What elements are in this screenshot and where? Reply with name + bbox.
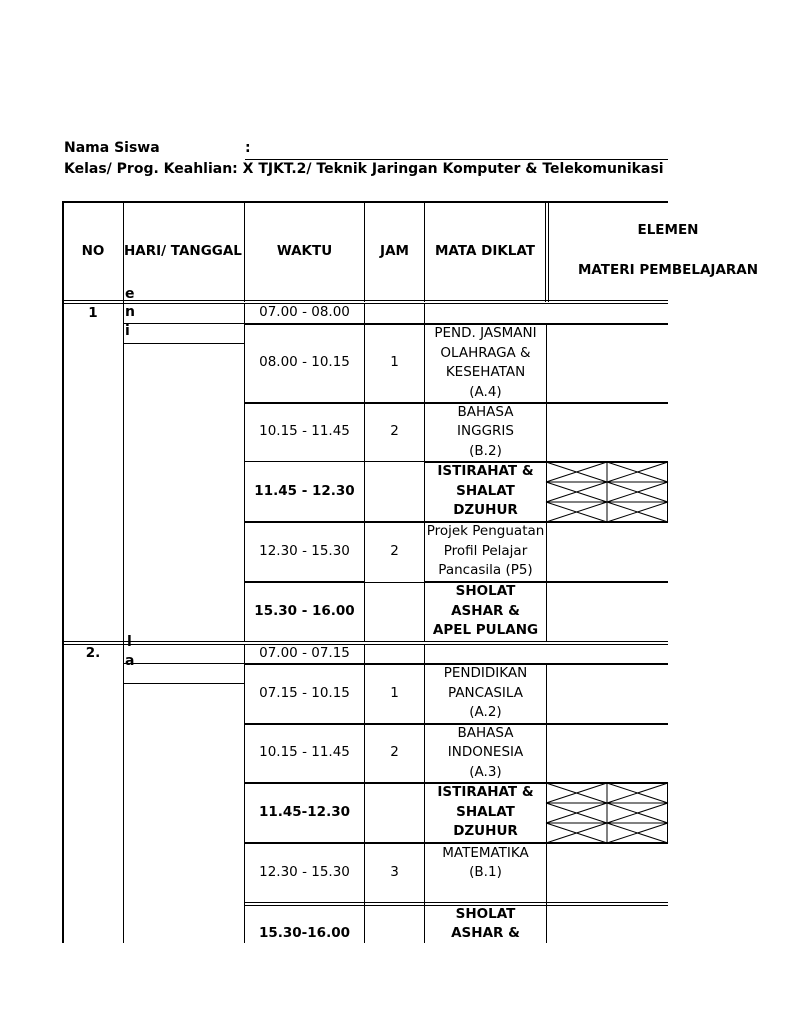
nama-siswa-colon: : bbox=[245, 140, 251, 156]
header-waktu: WAKTU bbox=[276, 242, 333, 259]
day2-mata-cell bbox=[425, 783, 546, 842]
day2-waktu-cell: 15.30-16.00 bbox=[258, 925, 350, 942]
header-jam: JAM bbox=[380, 242, 409, 259]
nama-siswa-label: Nama Siswa bbox=[64, 140, 160, 156]
day2-mata-cell bbox=[425, 843, 546, 883]
mata-line: DZUHUR bbox=[453, 502, 518, 519]
mata-line: SHOLAT bbox=[455, 905, 516, 922]
day1-mata-cell bbox=[425, 403, 546, 461]
day1-day-letter: n bbox=[125, 304, 135, 320]
day2-no: 2. bbox=[85, 644, 101, 661]
day2-waktu-cell: 07.15 - 10.15 bbox=[259, 684, 350, 701]
day2-letter-line-2 bbox=[124, 683, 244, 684]
day2-mata-cell bbox=[425, 664, 546, 723]
mata-line: (B.2) bbox=[469, 442, 502, 459]
day1-waktu-cell: 12.30 - 15.30 bbox=[259, 542, 350, 559]
day1-jam-cell: 2 bbox=[390, 542, 399, 559]
header-hari-tanggal: HARI/ TANGGAL bbox=[124, 242, 242, 259]
mata-line: (A.4) bbox=[469, 383, 502, 400]
day2-waktu-cell: 11.45-12.30 bbox=[258, 803, 350, 820]
mata-line: Projek Penguatan bbox=[426, 523, 545, 540]
day2-jam-cell: 3 bbox=[390, 863, 399, 880]
mata-line: (A.2) bbox=[469, 704, 502, 721]
day1-mata-cell bbox=[425, 582, 546, 641]
day2-jam-cell: 1 bbox=[390, 684, 399, 701]
day1-jam-cell: 2 bbox=[390, 423, 399, 440]
day1-no: 1 bbox=[88, 304, 98, 321]
mata-line: ISTIRAHAT & bbox=[437, 463, 534, 480]
header-no: NO bbox=[81, 242, 105, 259]
day1-waktu-cell: 07.00 - 08.00 bbox=[259, 304, 350, 321]
mata-line: ASHAR & bbox=[451, 925, 520, 941]
day1-letter-line-2 bbox=[124, 343, 244, 344]
day2-waktu-cell: 07.00 - 07.15 bbox=[259, 644, 350, 661]
mata-line: DZUHUR bbox=[453, 823, 518, 840]
mata-line: INGGRIS bbox=[457, 423, 514, 440]
day-separator-line bbox=[63, 641, 668, 645]
day1-waktu-cell: 11.45 - 12.30 bbox=[254, 482, 355, 499]
mata-line: BAHASA bbox=[457, 724, 514, 741]
kelas-program-text: Kelas/ Prog. Keahlian: X TJKT.2/ Teknik Jaringan Komputer & Telekomunikasi bbox=[64, 161, 664, 177]
day1-day-letter: e bbox=[125, 286, 135, 302]
day2-waktu-cell: 10.15 - 11.45 bbox=[259, 744, 350, 761]
mata-line: MATEMATIKA bbox=[442, 844, 529, 861]
day1-mata-cell bbox=[425, 522, 546, 581]
day1-mata-cell bbox=[425, 462, 546, 521]
day2-day-letter: l bbox=[127, 634, 132, 650]
day1-day-letter: i bbox=[125, 323, 130, 339]
mata-line: ISTIRAHAT & bbox=[437, 784, 534, 801]
day1-jam-cell: 1 bbox=[390, 354, 399, 371]
mata-line: INDONESIA bbox=[447, 744, 524, 761]
mata-line: ASHAR & bbox=[451, 602, 520, 619]
header-elemen: ELEMEN bbox=[637, 222, 699, 239]
day2-jam-cell: 2 bbox=[390, 744, 399, 761]
header-mata-diklat: MATA DIKLAT bbox=[434, 242, 536, 259]
mata-line: PEND. JASMANI bbox=[434, 325, 537, 341]
mata-line: OLAHRAGA & bbox=[440, 344, 531, 361]
mata-line: SHALAT bbox=[456, 482, 515, 499]
mata-line: PANCASILA bbox=[448, 684, 523, 701]
day2-break-crosshatch bbox=[546, 783, 668, 843]
mata-line: BAHASA bbox=[457, 403, 514, 420]
day2-mata-cell bbox=[425, 904, 546, 944]
mata-line: SHALAT bbox=[456, 803, 515, 820]
day1-letter-line-1 bbox=[124, 323, 244, 324]
header-materi: MATERI PEMBELAJARAN bbox=[577, 262, 759, 279]
day1-break-crosshatch bbox=[546, 462, 668, 522]
day2-day-letter: a bbox=[125, 653, 135, 669]
mata-line: (B.1) bbox=[469, 864, 502, 880]
day2-mata-cell bbox=[425, 724, 546, 782]
day1-waktu-cell: 15.30 - 16.00 bbox=[254, 602, 355, 619]
mata-line: SHOLAT bbox=[455, 583, 516, 600]
day1-waktu-cell: 10.15 - 11.45 bbox=[259, 423, 350, 440]
mata-line: (A.3) bbox=[469, 763, 502, 780]
day1-row5-bottom-jam bbox=[364, 582, 425, 583]
col-sep-no bbox=[123, 202, 124, 943]
col-sep-mata-head bbox=[545, 202, 549, 302]
mata-line: APEL PULANG bbox=[432, 622, 539, 639]
mata-line: Pancasila (P5) bbox=[438, 562, 533, 579]
day1-mata-cell bbox=[425, 324, 546, 402]
day1-waktu-cell: 08.00 - 10.15 bbox=[259, 354, 350, 371]
mata-line: KESEHATAN bbox=[445, 364, 526, 380]
mata-line: PENDIDIKAN bbox=[443, 665, 528, 682]
day2-letter-line-1 bbox=[124, 663, 244, 664]
day2-waktu-cell: 12.30 - 15.30 bbox=[259, 863, 350, 880]
mata-line: Profil Pelajar bbox=[443, 542, 528, 559]
